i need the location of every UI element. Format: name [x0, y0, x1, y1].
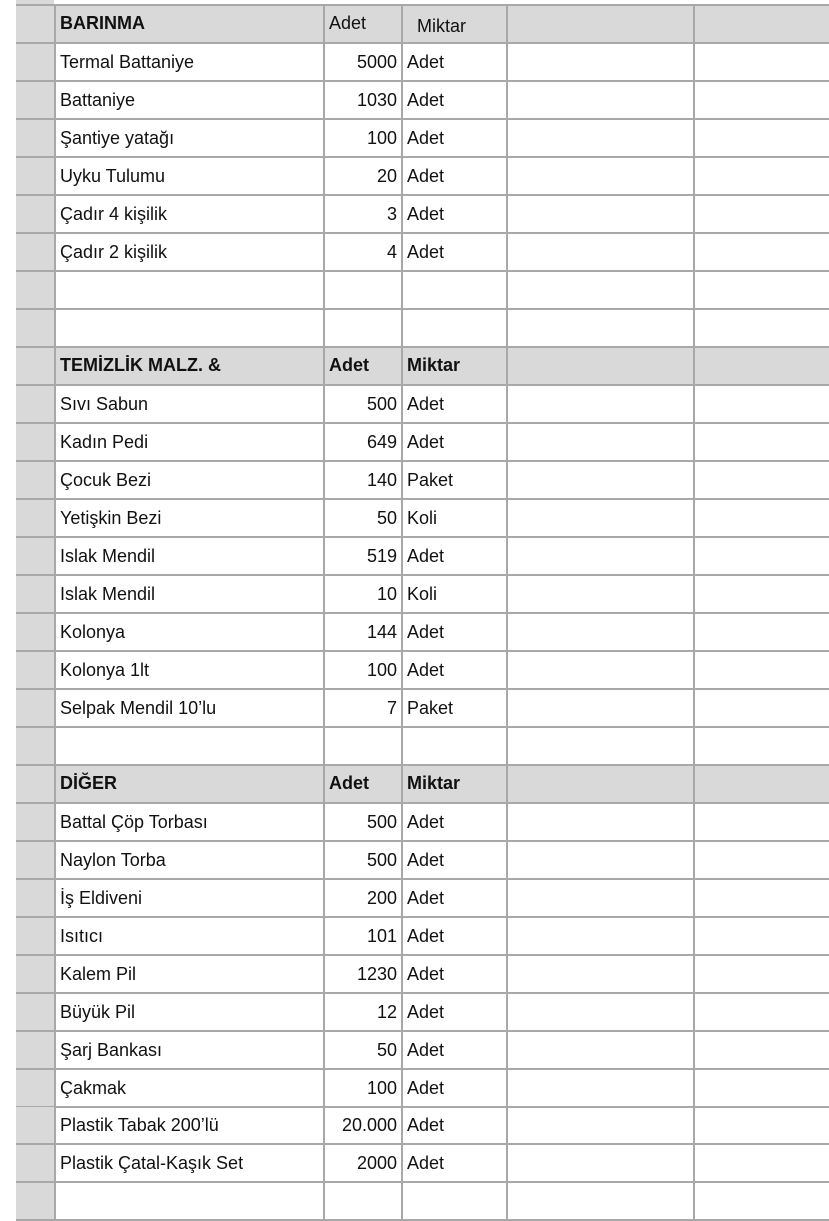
item-name-cell[interactable]: Plastik Çatal-Kaşık Set — [56, 1145, 325, 1183]
unit-cell[interactable]: Adet — [403, 386, 508, 424]
empty-cell[interactable] — [508, 310, 695, 348]
quantity-cell[interactable]: 500 — [325, 842, 403, 880]
empty-cell[interactable] — [695, 120, 829, 158]
unit-cell[interactable]: Paket — [403, 690, 508, 728]
item-name-cell[interactable]: Isıtıcı — [56, 918, 325, 956]
empty-cell[interactable] — [508, 766, 695, 804]
section-title[interactable]: BARINMA — [56, 6, 325, 44]
item-name-cell[interactable]: Kalem Pil — [56, 956, 325, 994]
empty-cell[interactable] — [508, 614, 695, 652]
empty-cell[interactable] — [56, 272, 325, 310]
empty-cell[interactable] — [508, 652, 695, 690]
row-header-cell[interactable] — [16, 158, 56, 196]
empty-cell[interactable] — [695, 842, 829, 880]
item-name-cell[interactable]: Termal Battaniye — [56, 44, 325, 82]
table-row — [16, 1032, 829, 1070]
row-header-cell[interactable] — [16, 652, 56, 690]
empty-cell[interactable] — [325, 728, 403, 766]
quantity-cell[interactable]: 7 — [325, 690, 403, 728]
unit-cell[interactable]: Adet — [403, 918, 508, 956]
empty-cell[interactable] — [508, 44, 695, 82]
unit-cell[interactable]: Adet — [403, 956, 508, 994]
empty-cell[interactable] — [695, 310, 829, 348]
item-name-cell[interactable]: Çadır 2 kişilik — [56, 234, 325, 272]
empty-cell[interactable] — [695, 348, 829, 386]
item-name-cell[interactable]: Naylon Torba — [56, 842, 325, 880]
empty-cell[interactable] — [695, 1107, 829, 1145]
empty-cell[interactable] — [325, 310, 403, 348]
unit-column-header[interactable]: Miktar — [403, 6, 508, 44]
unit-cell[interactable]: Adet — [403, 614, 508, 652]
table-row — [16, 918, 829, 956]
quantity-cell[interactable]: 100 — [325, 120, 403, 158]
table-row — [16, 804, 829, 842]
row-header-cell[interactable] — [16, 1145, 56, 1183]
unit-cell[interactable]: Adet — [403, 44, 508, 82]
empty-cell[interactable] — [508, 728, 695, 766]
empty-cell[interactable] — [508, 348, 695, 386]
row-header-cell[interactable] — [16, 1183, 56, 1221]
unit-cell[interactable]: Adet — [403, 1032, 508, 1070]
empty-cell[interactable] — [695, 690, 829, 728]
empty-cell[interactable] — [56, 310, 325, 348]
empty-row — [16, 310, 829, 348]
table-row — [16, 196, 829, 234]
unit-cell[interactable]: Adet — [403, 196, 508, 234]
empty-cell[interactable] — [508, 272, 695, 310]
item-name-cell[interactable]: Çocuk Bezi — [56, 462, 325, 500]
empty-cell[interactable] — [695, 272, 829, 310]
empty-cell[interactable] — [695, 1145, 829, 1183]
empty-cell[interactable] — [508, 804, 695, 842]
item-name-cell[interactable]: Çadır 4 kişilik — [56, 196, 325, 234]
unit-cell[interactable]: Adet — [403, 994, 508, 1032]
item-name-cell[interactable]: İş Eldiveni — [56, 880, 325, 918]
empty-cell[interactable] — [695, 158, 829, 196]
row-header-cell[interactable] — [16, 728, 56, 766]
row-header-cell[interactable] — [16, 234, 56, 272]
table-row — [16, 120, 829, 158]
item-name-cell[interactable]: Şantiye yatağı — [56, 120, 325, 158]
row-header-cell[interactable] — [16, 310, 56, 348]
empty-cell[interactable] — [508, 82, 695, 120]
row-header-cell[interactable] — [16, 6, 56, 44]
quantity-cell[interactable]: 50 — [325, 500, 403, 538]
empty-cell[interactable] — [508, 386, 695, 424]
table-row — [16, 424, 829, 462]
row-header-cell[interactable] — [16, 424, 56, 462]
empty-cell[interactable] — [695, 386, 829, 424]
row-header-cell[interactable] — [16, 994, 56, 1032]
empty-cell[interactable] — [695, 424, 829, 462]
row-header-cell[interactable] — [16, 1107, 56, 1145]
empty-cell[interactable] — [403, 1183, 508, 1221]
quantity-cell[interactable]: 100 — [325, 652, 403, 690]
empty-cell[interactable] — [403, 310, 508, 348]
table-row — [16, 576, 829, 614]
empty-cell[interactable] — [403, 272, 508, 310]
unit-cell[interactable]: Adet — [403, 1107, 508, 1145]
empty-cell[interactable] — [508, 196, 695, 234]
table-row — [16, 880, 829, 918]
row-header-cell[interactable] — [16, 614, 56, 652]
row-header-cell[interactable] — [16, 386, 56, 424]
empty-cell[interactable] — [695, 1070, 829, 1108]
quantity-cell[interactable]: 649 — [325, 424, 403, 462]
section-title[interactable]: TEMİZLİK MALZ. & — [56, 348, 325, 386]
item-name-cell[interactable]: Selpak Mendil 10’lu — [56, 690, 325, 728]
table-row — [16, 994, 829, 1032]
section-title[interactable]: DİĞER — [56, 766, 325, 804]
empty-cell[interactable] — [508, 158, 695, 196]
row-header-cell[interactable] — [16, 766, 56, 804]
table-row — [16, 82, 829, 120]
empty-row — [16, 728, 829, 766]
empty-cell[interactable] — [508, 880, 695, 918]
quantity-cell[interactable]: 200 — [325, 880, 403, 918]
empty-cell[interactable] — [508, 234, 695, 272]
empty-cell[interactable] — [695, 804, 829, 842]
empty-cell[interactable] — [695, 6, 829, 44]
empty-cell[interactable] — [695, 880, 829, 918]
empty-cell[interactable] — [695, 500, 829, 538]
row-header-cell[interactable] — [16, 500, 56, 538]
row-header-cell[interactable] — [16, 918, 56, 956]
section-header-row — [16, 766, 829, 804]
empty-cell[interactable] — [695, 652, 829, 690]
row-header-cell[interactable] — [16, 272, 56, 310]
row-header-cell[interactable] — [16, 880, 56, 918]
empty-cell[interactable] — [325, 272, 403, 310]
quantity-cell[interactable]: 5000 — [325, 44, 403, 82]
table-row — [16, 1145, 829, 1183]
empty-cell[interactable] — [325, 1183, 403, 1221]
table-row — [16, 652, 829, 690]
table-row — [16, 462, 829, 500]
quantity-cell[interactable]: 500 — [325, 386, 403, 424]
empty-cell[interactable] — [508, 918, 695, 956]
empty-cell[interactable] — [508, 538, 695, 576]
section-header-row — [16, 348, 829, 386]
quantity-cell[interactable]: 101 — [325, 918, 403, 956]
empty-cell[interactable] — [508, 690, 695, 728]
table-row — [16, 158, 829, 196]
empty-cell[interactable] — [508, 1107, 695, 1145]
unit-cell[interactable]: Adet — [403, 538, 508, 576]
table-row — [16, 1107, 829, 1145]
row-header-cell[interactable] — [16, 690, 56, 728]
empty-cell[interactable] — [508, 576, 695, 614]
item-name-cell[interactable]: Şarj Bankası — [56, 1032, 325, 1070]
empty-cell[interactable] — [508, 842, 695, 880]
empty-cell[interactable] — [508, 500, 695, 538]
empty-cell[interactable] — [508, 120, 695, 158]
table-row — [16, 44, 829, 82]
unit-cell[interactable]: Koli — [403, 500, 508, 538]
quantity-cell[interactable]: 10 — [325, 576, 403, 614]
empty-cell[interactable] — [56, 728, 325, 766]
row-header-cell[interactable] — [16, 196, 56, 234]
row-header-cell[interactable] — [16, 1070, 56, 1108]
unit-cell[interactable]: Adet — [403, 652, 508, 690]
unit-cell[interactable]: Adet — [403, 234, 508, 272]
row-header-cell[interactable] — [16, 82, 56, 120]
empty-cell[interactable] — [508, 1145, 695, 1183]
quantity-cell[interactable]: 12 — [325, 994, 403, 1032]
empty-cell[interactable] — [508, 956, 695, 994]
quantity-column-header[interactable]: Adet — [325, 348, 403, 386]
row-header-cell[interactable] — [16, 842, 56, 880]
unit-cell[interactable]: Adet — [403, 804, 508, 842]
empty-cell[interactable] — [695, 44, 829, 82]
item-name-cell[interactable]: Büyük Pil — [56, 994, 325, 1032]
row-header-cell[interactable] — [16, 462, 56, 500]
quantity-cell[interactable]: 519 — [325, 538, 403, 576]
item-name-cell[interactable]: Kadın Pedi — [56, 424, 325, 462]
quantity-cell[interactable]: 140 — [325, 462, 403, 500]
unit-cell[interactable]: Adet — [403, 880, 508, 918]
quantity-column-header[interactable]: Adet — [325, 6, 403, 44]
item-name-cell[interactable]: Yetişkin Bezi — [56, 500, 325, 538]
item-name-cell[interactable]: Plastik Tabak 200’lü — [56, 1107, 325, 1145]
empty-row — [16, 1183, 829, 1202]
empty-cell[interactable] — [695, 614, 829, 652]
row-header-cell[interactable] — [16, 956, 56, 994]
empty-cell[interactable] — [695, 1183, 829, 1221]
unit-cell[interactable]: Adet — [403, 424, 508, 462]
item-name-cell[interactable]: Islak Mendil — [56, 576, 325, 614]
quantity-cell[interactable]: 3 — [325, 196, 403, 234]
table-row — [16, 234, 829, 272]
item-name-cell[interactable]: Battaniye — [56, 82, 325, 120]
empty-cell[interactable] — [695, 956, 829, 994]
row-header-cell[interactable] — [16, 1032, 56, 1070]
table-row — [16, 1070, 829, 1108]
row-header-cell[interactable] — [16, 804, 56, 842]
quantity-cell[interactable]: 50 — [325, 1032, 403, 1070]
table-row — [16, 386, 829, 424]
unit-cell[interactable]: Adet — [403, 120, 508, 158]
row-header-cell[interactable] — [16, 538, 56, 576]
empty-cell[interactable] — [508, 1032, 695, 1070]
unit-column-header[interactable]: Miktar — [403, 348, 508, 386]
empty-cell[interactable] — [695, 82, 829, 120]
empty-cell[interactable] — [508, 1070, 695, 1108]
quantity-cell[interactable]: 2000 — [325, 1145, 403, 1183]
table-row — [16, 690, 829, 728]
quantity-cell[interactable]: 144 — [325, 614, 403, 652]
empty-row — [16, 272, 829, 310]
quantity-cell[interactable]: 20.000 — [325, 1107, 403, 1145]
item-name-cell[interactable]: Battal Çöp Torbası — [56, 804, 325, 842]
table-row — [16, 500, 829, 538]
unit-cell[interactable]: Adet — [403, 158, 508, 196]
unit-cell[interactable]: Adet — [403, 842, 508, 880]
unit-cell[interactable]: Adet — [403, 1145, 508, 1183]
row-header-cell[interactable] — [16, 44, 56, 82]
quantity-column-header[interactable]: Adet — [325, 766, 403, 804]
empty-cell[interactable] — [695, 1032, 829, 1070]
item-name-cell[interactable]: Sıvı Sabun — [56, 386, 325, 424]
quantity-cell[interactable]: 1230 — [325, 956, 403, 994]
table-row — [16, 842, 829, 880]
table-row — [16, 614, 829, 652]
unit-cell[interactable]: Adet — [403, 1070, 508, 1108]
unit-cell[interactable]: Paket — [403, 462, 508, 500]
empty-cell[interactable] — [695, 918, 829, 956]
item-name-cell[interactable]: Kolonya 1lt — [56, 652, 325, 690]
empty-cell[interactable] — [695, 196, 829, 234]
empty-cell[interactable] — [695, 766, 829, 804]
empty-cell[interactable] — [508, 462, 695, 500]
item-name-cell[interactable]: Kolonya — [56, 614, 325, 652]
unit-cell[interactable]: Koli — [403, 576, 508, 614]
quantity-cell[interactable]: 4 — [325, 234, 403, 272]
empty-cell[interactable] — [695, 538, 829, 576]
section-header-row — [16, 6, 829, 44]
empty-cell[interactable] — [695, 728, 829, 766]
item-name-cell[interactable]: Uyku Tulumu — [56, 158, 325, 196]
table-row — [16, 956, 829, 994]
empty-cell[interactable] — [508, 1183, 695, 1221]
empty-cell[interactable] — [695, 234, 829, 272]
empty-cell[interactable] — [508, 994, 695, 1032]
table-row — [16, 538, 829, 576]
unit-cell[interactable]: Adet — [403, 82, 508, 120]
quantity-cell[interactable]: 20 — [325, 158, 403, 196]
unit-column-header[interactable]: Miktar — [403, 766, 508, 804]
quantity-cell[interactable]: 1030 — [325, 82, 403, 120]
quantity-cell[interactable]: 100 — [325, 1070, 403, 1108]
empty-cell[interactable] — [56, 1183, 325, 1221]
empty-cell[interactable] — [508, 424, 695, 462]
empty-cell[interactable] — [695, 576, 829, 614]
row-header-cell[interactable] — [16, 348, 56, 386]
row-header-cell[interactable] — [16, 120, 56, 158]
quantity-cell[interactable]: 500 — [325, 804, 403, 842]
item-name-cell[interactable]: Çakmak — [56, 1070, 325, 1108]
empty-cell[interactable] — [508, 6, 695, 44]
empty-cell[interactable] — [695, 994, 829, 1032]
row-header-cell[interactable] — [16, 576, 56, 614]
empty-cell[interactable] — [403, 728, 508, 766]
empty-cell[interactable] — [695, 462, 829, 500]
item-name-cell[interactable]: Islak Mendil — [56, 538, 325, 576]
